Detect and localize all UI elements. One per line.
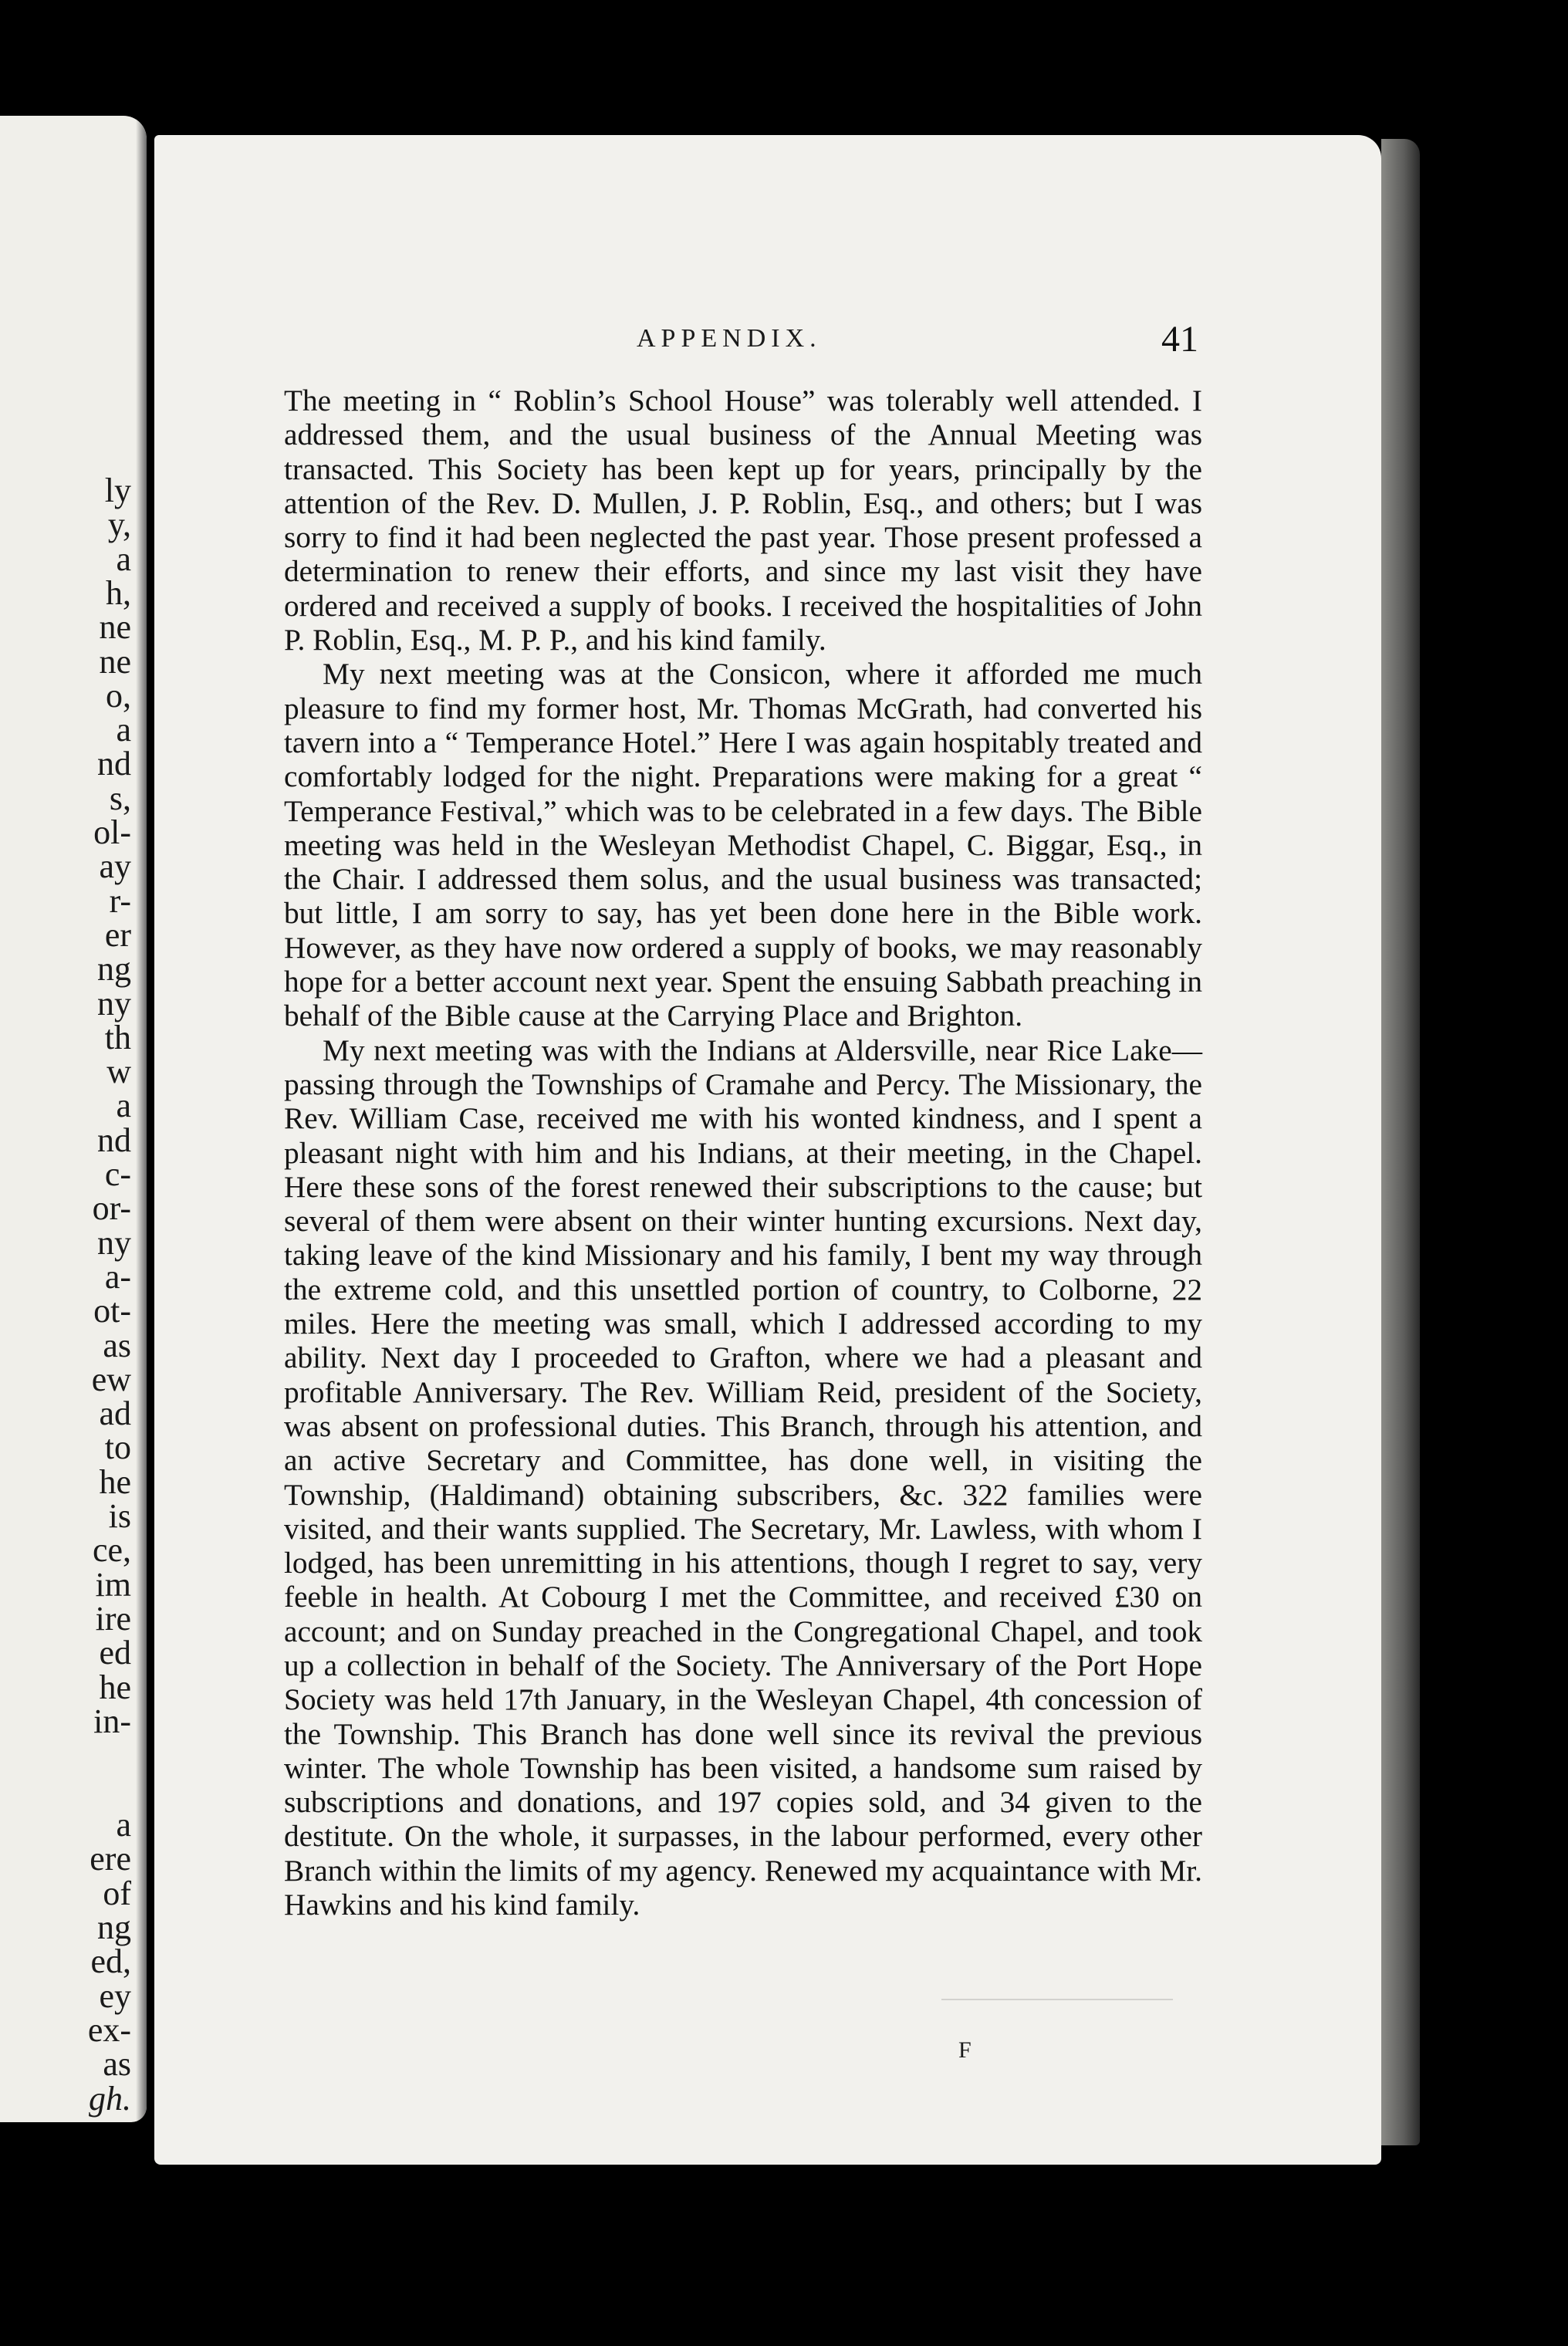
- facing-page-fragment: a-: [104, 1257, 131, 1296]
- facing-page-fragment: ny: [97, 984, 131, 1023]
- facing-page-fragment: h,: [106, 573, 131, 612]
- facing-page-fragment: ed,: [90, 1942, 131, 1981]
- book-gutter: [136, 116, 147, 2122]
- facing-page-fragment: ol-: [93, 813, 131, 851]
- facing-page-fragment: as: [103, 1326, 131, 1364]
- facing-page-fragment: a: [116, 711, 131, 749]
- facing-page-fragment: as: [103, 2045, 131, 2084]
- facing-page-fragment: w: [106, 1053, 131, 1091]
- page-header: [154, 319, 1381, 378]
- facing-page-fragment: of: [103, 1874, 131, 1912]
- facing-page-fragment: r-: [109, 881, 131, 920]
- facing-page-fragment: ire: [95, 1599, 131, 1638]
- facing-page-fragment: ny: [97, 1223, 131, 1262]
- page-block-edge: [1381, 139, 1420, 2145]
- facing-page-fragment: ey: [99, 1976, 131, 2015]
- facing-page-fragment: ere: [90, 1840, 131, 1878]
- facing-page-fragment: gh.: [89, 2079, 131, 2118]
- facing-page-fragment: er: [104, 915, 131, 954]
- facing-page-fragment: he: [99, 1462, 131, 1501]
- facing-page-fragment: or-: [92, 1189, 131, 1228]
- facing-page-fragment: ly: [104, 472, 131, 509]
- facing-page-left: [0, 116, 147, 2122]
- paragraph-consicon: My next meeting was at the Consicon, where it afforded me much pleasure to find my former host, Mr. Thomas McGrath, had converted his tavern into a “ Temperance Hotel.” Here I was again hospitably treated and comfortably lodged for the night. Preparations were making for a great “ Temperance Festival,” which was to be celebrated in a few days. The Bible meeting was held in the Wesleyan Methodist Chapel, C. Biggar, Esq., in the Chair. I addressed them solus, and the usual business was transacted; but little, I am sorry to say, has yet been done here in the Bible work. However, as they have now ordered a supply of books, we may reasonably hope for a better account next year. Spent the ensuing Sabbath preaching in behalf of the Bible cause at the Carrying Place and Brighton.: [284, 657, 1202, 1033]
- facing-page-fragment: y,: [107, 505, 131, 544]
- body-text: [284, 384, 1202, 1922]
- facing-page-fragment: ed: [99, 1634, 131, 1672]
- facing-page-fragment: ne: [99, 608, 131, 647]
- facing-page-fragment: s,: [109, 779, 131, 817]
- facing-page-fragment: im: [95, 1565, 131, 1604]
- facing-page-fragment: a: [116, 1087, 131, 1125]
- facing-page-fragment: c-: [104, 1155, 131, 1193]
- facing-page-fragment: to: [104, 1428, 131, 1467]
- facing-page-fragment: a: [116, 1806, 131, 1844]
- facing-page-fragment: he: [99, 1668, 131, 1706]
- page-number: 41: [1161, 319, 1198, 360]
- book-page: [154, 135, 1381, 2165]
- facing-page-fragment: ot-: [93, 1292, 131, 1330]
- facing-page-fragment: ne: [99, 642, 131, 681]
- facing-page-fragment: o,: [106, 676, 131, 715]
- running-head: APPENDIX.: [637, 324, 822, 353]
- facing-page-fragment: ex-: [87, 2010, 131, 2049]
- facing-page-fragment: nd: [97, 1121, 131, 1159]
- facing-page-fragment: ew: [91, 1360, 131, 1398]
- facing-page-fragment: ng: [97, 950, 131, 989]
- facing-page-fragment: ce,: [92, 1531, 131, 1570]
- show-through-shadow: [941, 1999, 1173, 2008]
- facing-page-fragment: th: [104, 1018, 131, 1056]
- paragraph-aldersville: My next meeting was with the Indians at Aldersville, near Rice Lake—passing through the Townships of Cramahe and Percy. The Missionary, the Rev. William Case, received me with his wonted kindness, and I spent a pleasant night with him and his Indians, at their meeting, in the Chapel. Here these sons of the forest renewed their subscriptions to the cause; but several of them were absent on their winter hunting excursions. Next day, taking leave of the kind Missionary and his family, I bent my way through the extreme cold, and this unsettled portion of country, to Colborne, 22 miles. Here the meeting was small, which I addressed according to my ability. Next day I proceeded to Grafton, where we had a pleasant and profitable Anniversary. The Rev. William Reid, president of the Society, was absent on professional duties. This Branch, through his attention, and an active Secretary and Committee, has done well, in visiting the Township, (Haldimand) obtaining subscribers, &c. 322 families were visited, and their wants supplied. The Secretary, Mr. Lawless, with whom I lodged, has been unremitting in his attentions, though I regret to say, very feeble in health. At Cobourg I met the Committee, and received £30 on account; and on Sunday preached in the Congregational Chapel, and took up a collection in behalf of the Society. The Anniversary of the Port Hope Society was held 17th January, in the Wesleyan Chapel, 4th concession of the Township. This Branch has done well since its revival the previous winter. The whole Township has been visited, a handsome sum raised by subscriptions and donations, and 197 copies sold, and 34 given to the destitute. On the whole, it surpasses, in the labour performed, every other Branch within the limits of my agency. Renewed my acquaintance with Mr. Hawkins and his kind family.: [284, 1033, 1202, 1922]
- facing-page-fragment: ay: [99, 847, 131, 886]
- facing-page-fragment: nd: [97, 745, 131, 783]
- facing-page-fragment: a: [116, 539, 131, 578]
- paragraph-roblin-school-house: The meeting in “ Roblin’s School House” was tolerably well attended. I addressed them, and the usual business of the Annual Meeting was transacted. This Society has been kept up for years, principally by the attention of the Rev. D. Mullen, J. P. Roblin, Esq., and others; but I was sorry to find it had been neglected the past year. Those present professed a determination to renew their efforts, and since my last visit they have ordered and received a supply of books. I received the hospitalities of John P. Roblin, Esq., M. P. P., and his kind family.: [284, 384, 1202, 657]
- facing-page-fragment: ng: [97, 1908, 131, 1946]
- signature-mark: F: [958, 2037, 972, 2063]
- facing-page-fragment: in-: [93, 1702, 131, 1740]
- facing-page-fragment: is: [108, 1497, 131, 1535]
- facing-page-fragment: ad: [99, 1394, 131, 1433]
